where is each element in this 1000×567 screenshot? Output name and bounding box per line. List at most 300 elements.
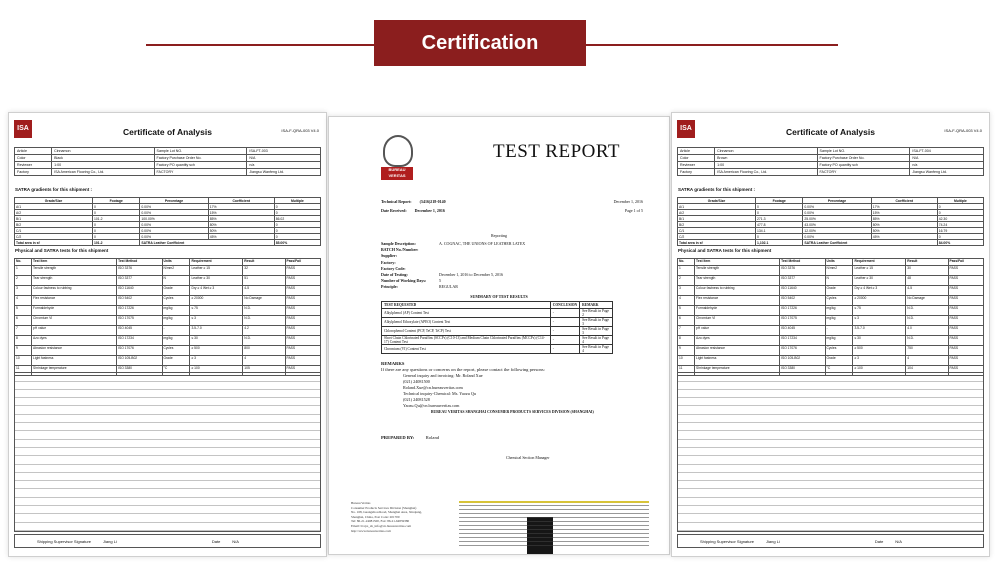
- column-header: REMARK: [580, 302, 613, 309]
- table-cell: Cycles: [825, 346, 853, 356]
- table-cell: N: [825, 276, 853, 286]
- issuer: BUREAU VERITAS SHANGHAI CONSUMER PRODUCTS SERVICES DIVISION (SHANGHAI): [431, 410, 594, 414]
- table-cell: 0: [756, 210, 803, 216]
- table-cell: 0: [274, 222, 320, 228]
- signature-row: [677, 534, 984, 548]
- sample-fields-labels: [381, 241, 426, 291]
- table-cell: 5: [15, 306, 32, 316]
- table-cell: No Damage: [906, 296, 948, 306]
- table-cell: Reviewer: [15, 162, 52, 169]
- table-cell: A/2: [15, 210, 93, 216]
- total-cell: SATRA Leather Coefficient: [140, 240, 274, 246]
- table-row: [15, 286, 321, 296]
- table-cell: N.D.: [243, 316, 285, 326]
- table-cell: ISO 5402: [117, 296, 162, 306]
- table-row: [678, 286, 984, 296]
- table-cell: Formaldehyde: [32, 306, 117, 316]
- table-cell: n/a: [910, 162, 984, 169]
- list-item: 5: [439, 278, 441, 284]
- table-cell: 0.00%: [140, 222, 208, 228]
- table-row: [15, 296, 321, 306]
- table-cell: ≤ 3: [190, 316, 243, 326]
- column-header: CONCLUSION: [550, 302, 579, 309]
- page-title-text: Certification: [421, 31, 539, 54]
- table-cell: Colour fastness to rubbing: [32, 286, 117, 296]
- table-cell: C/2: [15, 234, 93, 240]
- table-cell: PASS: [948, 286, 984, 296]
- sample-fields-values: [439, 241, 525, 291]
- column-header: TEST REQUESTED: [382, 302, 551, 309]
- contacts: [403, 373, 631, 409]
- table-cell: N/A: [910, 155, 984, 162]
- table-cell: PASS: [948, 356, 984, 366]
- list-item: Factory:: [381, 259, 396, 265]
- table-row: [382, 345, 613, 354]
- table-cell: N.D.: [906, 316, 948, 326]
- table-cell: ISO 3377: [117, 276, 162, 286]
- table-row: [382, 327, 613, 336]
- table-cell: B/1: [678, 216, 756, 222]
- table-cell: -: [550, 309, 579, 318]
- table-cell: 10: [678, 356, 695, 366]
- table-cell: N/A: [247, 155, 321, 162]
- table-cell: Cycles: [825, 296, 853, 306]
- table-cell: 32: [243, 266, 285, 276]
- table-cell: Chlorophenol Content (PCP, TeCP, TrCP) Test: [382, 327, 551, 336]
- table-cell: ISO 3380: [117, 366, 162, 376]
- isa-logo: ISA: [677, 120, 695, 138]
- table-cell: B/2: [15, 222, 93, 228]
- table-cell: PASS: [285, 266, 321, 276]
- list-item: Technical inquiry-Chemical: Ms. Yaozu Qu: [403, 391, 476, 396]
- table-cell: ISO 11640: [780, 286, 825, 296]
- column-header: Test Item: [695, 259, 780, 266]
- table-cell: ISO 17075: [117, 316, 162, 326]
- table-cell: 3.5-7.0: [190, 326, 243, 336]
- table-cell: Article: [15, 148, 52, 155]
- table-cell: mg/kg: [162, 316, 190, 326]
- table-cell: Colour fastness to rubbing: [695, 286, 780, 296]
- table-cell: PASS: [285, 316, 321, 326]
- tests-table: [677, 258, 984, 376]
- table-cell: See Result in Page 3: [580, 327, 613, 336]
- table-cell: Factory: [15, 169, 52, 176]
- table-cell: -: [550, 327, 579, 336]
- table-cell: Factory Purchase Order No.: [817, 155, 910, 162]
- column-header: Test Method: [117, 259, 162, 266]
- table-cell: ISA American Flooring Co., Ltd.: [52, 169, 154, 176]
- table-cell: 0: [274, 228, 320, 234]
- table-cell: 0: [756, 204, 803, 210]
- list-item: December 1, 2016 to December 5, 2016: [439, 272, 503, 278]
- table-cell: ≥ 100: [853, 366, 906, 376]
- table-cell: Black: [52, 155, 154, 162]
- table-cell: Reviewer: [678, 162, 715, 169]
- table-cell: Formaldehyde: [695, 306, 780, 316]
- table-cell: Tensile strength: [695, 266, 780, 276]
- column-header: Multiple: [274, 198, 320, 204]
- table-cell: 85%: [871, 216, 937, 222]
- table-cell: 4: [906, 356, 948, 366]
- page-number: Page 1 of 5: [624, 208, 643, 213]
- column-header: Pass/Fail: [948, 259, 984, 266]
- table-row: [678, 326, 984, 336]
- table-cell: 3: [678, 286, 695, 296]
- table-cell: 50%: [208, 228, 274, 234]
- table-cell: 15%: [208, 210, 274, 216]
- total-cell: 84.00%: [937, 240, 983, 246]
- table-cell: 0: [274, 234, 320, 240]
- report-title: TEST REPORT: [493, 141, 620, 162]
- table-cell: -: [550, 345, 579, 354]
- table-cell: Chromium VI: [32, 316, 117, 326]
- table-cell: 4: [678, 296, 695, 306]
- certificate-of-analysis-left[interactable]: [8, 112, 327, 557]
- table-cell: 4-5: [906, 286, 948, 296]
- remarks-title: REMARKS: [381, 361, 405, 366]
- table-cell: ISO 3376: [780, 266, 825, 276]
- signature-label: Shipping Supervisor Signature: [37, 538, 92, 544]
- table-cell: ISA American Flooring Co., Ltd.: [715, 169, 817, 176]
- coa-title: Certificate of Analysis: [786, 127, 875, 137]
- blank-lines: [14, 372, 321, 532]
- table-cell: °C: [825, 366, 853, 376]
- column-header: No.: [15, 259, 32, 266]
- gradation-table: [677, 197, 984, 246]
- tech-report: Technical Report: (5416)218-0140: [381, 199, 446, 204]
- table-cell: Flex resistance: [695, 296, 780, 306]
- table-row: [15, 316, 321, 326]
- table-cell: ≤ 30: [853, 336, 906, 346]
- table-cell: Factory Purchase Order No.: [154, 155, 247, 162]
- table-cell: -: [162, 326, 190, 336]
- gradation-title: SATRA gradients for this shipment :: [15, 187, 93, 192]
- form-number: ISA-F-QRA-003 V4.0: [944, 128, 982, 133]
- table-cell: ISO 17234: [780, 336, 825, 346]
- table-cell: Leather ≥ 30: [853, 276, 906, 286]
- signature-row: [14, 534, 321, 548]
- table-cell: Abrasion resistance: [695, 346, 780, 356]
- table-cell: See Result in Page 4: [580, 345, 613, 354]
- table-cell: Factory: [678, 169, 715, 176]
- table-cell: 1:00: [52, 162, 154, 169]
- table-cell: Cycles: [162, 346, 190, 356]
- table-cell: 17%: [871, 204, 937, 210]
- column-header: Result: [906, 259, 948, 266]
- table-row: [678, 316, 984, 326]
- table-cell: pH value: [695, 326, 780, 336]
- column-header: Coefficient: [871, 198, 937, 204]
- table-cell: B/2: [678, 222, 756, 228]
- table-row: [15, 356, 321, 366]
- table-cell: Factory PO quantity sch: [817, 162, 910, 169]
- remarks-text: If there are any questions or concerns on the report, please contact the following persons:: [381, 367, 545, 372]
- table-cell: -: [550, 318, 579, 327]
- table-cell: 9: [678, 346, 695, 356]
- list-item: (021) 24081500: [403, 379, 430, 384]
- table-cell: PASS: [948, 296, 984, 306]
- table-cell: 11: [678, 366, 695, 376]
- table-cell: ≥ 3: [190, 356, 243, 366]
- table-cell: N: [162, 276, 190, 286]
- table-cell: PASS: [285, 276, 321, 286]
- column-header: Requirement: [853, 259, 906, 266]
- column-header: Requirement: [190, 259, 243, 266]
- table-row: [678, 356, 984, 366]
- table-cell: 25.00%: [803, 216, 871, 222]
- table-cell: °C: [162, 366, 190, 376]
- bureau-veritas-logo: BUREAU VERITAS: [381, 167, 413, 180]
- table-cell: 477.8: [756, 222, 803, 228]
- table-cell: ≥ 500: [190, 346, 243, 356]
- table-cell: PASS: [285, 346, 321, 356]
- table-cell: 17%: [208, 204, 274, 210]
- remarks: [381, 361, 631, 461]
- column-header: Footage: [756, 198, 803, 204]
- table-cell: 12.00%: [803, 228, 871, 234]
- table-cell: ISO 17226: [117, 306, 162, 316]
- table-cell: 0.00%: [803, 234, 871, 240]
- table-cell: PASS: [948, 316, 984, 326]
- table-cell: Leather ≥ 15: [190, 266, 243, 276]
- table-cell: Abrasion resistance: [32, 346, 117, 356]
- table-cell: Grade: [162, 286, 190, 296]
- table-cell: ISO 5402: [780, 296, 825, 306]
- table-cell: 105: [243, 366, 285, 376]
- table-cell: No Damage: [243, 296, 285, 306]
- table-cell: Chromium (VI) Content Test: [382, 345, 551, 354]
- table-cell: 80%: [871, 222, 937, 228]
- list-item: Date of Testing:: [381, 272, 408, 278]
- list-item: Principle:: [381, 284, 398, 290]
- table-cell: 15%: [871, 210, 937, 216]
- table-cell: Grade: [162, 356, 190, 366]
- date-value: N/A: [895, 538, 902, 544]
- table-cell: Jiangsu Wanfeng Ltd.: [247, 169, 321, 176]
- table-cell: ≤ 75: [190, 306, 243, 316]
- list-item: Number of Working Days:: [381, 278, 427, 284]
- list-item: Factory Code:: [381, 265, 406, 271]
- table-cell: PASS: [948, 366, 984, 376]
- table-cell: 0: [937, 204, 983, 210]
- table-cell: 1:00: [715, 162, 817, 169]
- table-cell: ISO 4045: [117, 326, 162, 336]
- blank-lines: [677, 372, 984, 532]
- table-cell: Cycles: [162, 296, 190, 306]
- isa-logo: ISA: [14, 120, 32, 138]
- table-cell: Dry ≥ 4 Wet ≥ 3: [853, 286, 906, 296]
- table-cell: ISO 105-B02: [780, 356, 825, 366]
- table-cell: N.D.: [906, 336, 948, 346]
- table-cell: 8: [678, 336, 695, 346]
- table-cell: 4: [243, 356, 285, 366]
- column-header: Result: [243, 259, 285, 266]
- table-cell: PASS: [948, 346, 984, 356]
- column-header: Units: [162, 259, 190, 266]
- table-cell: ISA-FT-003: [247, 148, 321, 155]
- list-item: Roland.Xue@cn.bureauveritas.com: [403, 385, 463, 390]
- header-line-right: [586, 44, 838, 46]
- signer-title: Chemical Section Manager: [506, 455, 550, 460]
- table-cell: ≥ 20000: [190, 296, 243, 306]
- table-cell: 0.00%: [140, 228, 208, 234]
- column-header: Test Method: [780, 259, 825, 266]
- signature-value: Jiang Li: [103, 538, 117, 544]
- table-cell: PASS: [285, 356, 321, 366]
- table-cell: 4.0: [906, 326, 948, 336]
- table-cell: PASS: [285, 366, 321, 376]
- table-cell: 104: [906, 366, 948, 376]
- table-cell: Tear strength: [32, 276, 117, 286]
- table-cell: 6: [15, 316, 32, 326]
- coa-title: Certificate of Analysis: [123, 127, 212, 137]
- table-cell: 750: [906, 346, 948, 356]
- table-cell: PASS: [948, 336, 984, 346]
- table-row: [678, 346, 984, 356]
- table-cell: ≥ 3: [853, 356, 906, 366]
- table-cell: PASS: [948, 276, 984, 286]
- table-cell: Flex resistance: [32, 296, 117, 306]
- date-value: N/A: [232, 538, 239, 544]
- table-cell: 30: [906, 266, 948, 276]
- table-cell: 100.00%: [140, 216, 208, 222]
- table-cell: PASS: [948, 266, 984, 276]
- table-cell: Grade: [825, 356, 853, 366]
- table-cell: See Result in Page 3: [580, 318, 613, 327]
- tests-title: Physical and SATRA tests for this shipment: [15, 248, 109, 253]
- footer-address: Bureau Veritas Consumer Products Services Division (Shanghai) No. 168, Guangzhou Road, Shanghai Area, Xinqiang, Shanghai, China, Post Code: 201700 Tel: 86-21-24081500, Fax: 86-21-64859380 Email: bvcps_sh_info@cn.bureauveritas.com http://www.bureauveritas.com: [351, 501, 422, 533]
- table-cell: 0: [937, 234, 983, 240]
- gradation-table: [14, 197, 321, 246]
- table-cell: Chromium VI: [695, 316, 780, 326]
- table-cell: PASS: [285, 336, 321, 346]
- table-row: [15, 346, 321, 356]
- table-cell: Alkylphenol Ethoxylate (APEO) Content Test: [382, 318, 551, 327]
- table-cell: 51: [243, 276, 285, 286]
- total-cell: SATRA Leather Coefficient: [803, 240, 937, 246]
- table-cell: 0: [93, 204, 140, 210]
- table-cell: ≥ 20000: [853, 296, 906, 306]
- column-header: Percentage: [803, 198, 871, 204]
- table-cell: ≥ 500: [853, 346, 906, 356]
- table-row: [15, 266, 321, 276]
- table-cell: ISO 17226: [780, 306, 825, 316]
- table-cell: 0: [756, 234, 803, 240]
- table-row: [678, 336, 984, 346]
- table-cell: 0: [93, 228, 140, 234]
- table-row: [678, 162, 984, 169]
- list-item: Supplier:: [381, 253, 398, 259]
- table-cell: -: [550, 336, 579, 345]
- table-cell: 0: [274, 204, 320, 210]
- table-cell: 0: [93, 234, 140, 240]
- table-cell: ISO 17075: [780, 316, 825, 326]
- list-item: General inquiry and invoicing: Mr. Roland Xue: [403, 373, 483, 378]
- table-cell: See Result in Page 2: [580, 309, 613, 318]
- table-row: [15, 336, 321, 346]
- table-cell: 3: [15, 286, 32, 296]
- form-number: ISA-F-QRA-003 V4.0: [281, 128, 319, 133]
- page-title: [374, 20, 586, 66]
- test-report[interactable]: [328, 116, 670, 555]
- table-cell: A/2: [678, 210, 756, 216]
- table-cell: Leather ≥ 30: [190, 276, 243, 286]
- column-header: No.: [678, 259, 695, 266]
- summary-title: SUMMARY OF TEST RESULTS: [470, 294, 528, 299]
- table-cell: 4: [15, 296, 32, 306]
- table-cell: N/mm2: [825, 266, 853, 276]
- total-cell: 1,102.1: [756, 240, 803, 246]
- table-cell: 0: [937, 210, 983, 216]
- table-cell: Light fastness: [32, 356, 117, 366]
- footer-highlight: [459, 501, 649, 503]
- table-cell: ≥ 100: [190, 366, 243, 376]
- table-cell: Azo dyes: [695, 336, 780, 346]
- table-cell: Cinnamon: [715, 148, 817, 155]
- table-cell: Sample Lot NO.: [817, 148, 910, 155]
- table-cell: N/mm2: [162, 266, 190, 276]
- list-item: (021) 24081528: [403, 397, 430, 402]
- table-row: [15, 306, 321, 316]
- table-cell: Short Chain Chlorinated Paraffins (SCCPs) (C10-13) and Medium Chain Chlorinated Paraffins (MCCPs) (C14-17) Content Test: [382, 336, 551, 345]
- table-cell: 8: [15, 336, 32, 346]
- certificate-of-analysis-right[interactable]: [671, 112, 990, 557]
- table-cell: ISO 3377: [780, 276, 825, 286]
- table-cell: PASS: [948, 306, 984, 316]
- table-row: [15, 326, 321, 336]
- table-row: [382, 336, 613, 345]
- table-cell: 2: [678, 276, 695, 286]
- table-cell: 1: [678, 266, 695, 276]
- table-row: [678, 148, 984, 155]
- table-cell: Sample Lot NO.: [154, 148, 247, 155]
- bureau-veritas-seal-icon: [383, 135, 413, 167]
- date-label: Date: [874, 538, 884, 544]
- table-cell: Alkylphenol (AP) Content Test: [382, 309, 551, 318]
- table-row: [678, 296, 984, 306]
- table-row: [382, 309, 613, 318]
- table-cell: 48: [906, 276, 948, 286]
- table-cell: 0: [93, 222, 140, 228]
- table-cell: 6: [678, 316, 695, 326]
- table-cell: ISO 105-B02: [117, 356, 162, 366]
- column-header: Grade/Size: [15, 198, 93, 204]
- table-cell: N.D.: [243, 336, 285, 346]
- table-cell: PASS: [285, 286, 321, 296]
- table-cell: Brown: [715, 155, 817, 162]
- table-cell: 271.3: [756, 216, 803, 222]
- table-cell: PASS: [285, 296, 321, 306]
- table-cell: N.D.: [906, 306, 948, 316]
- table-row: [678, 266, 984, 276]
- table-cell: C/1: [678, 228, 756, 234]
- table-cell: 134.1: [756, 228, 803, 234]
- table-cell: Grade: [825, 286, 853, 296]
- table-cell: 7: [15, 326, 32, 336]
- table-cell: Color: [678, 155, 715, 162]
- column-header: Pass/Fail: [285, 259, 321, 266]
- table-cell: Shrinkage temperature: [32, 366, 117, 376]
- table-cell: 0.00%: [140, 234, 208, 240]
- table-cell: 0.00%: [803, 210, 871, 216]
- list-item: A. COGNAC, THE UNIONS OF LEATHER LATEX: [439, 241, 526, 246]
- table-cell: 10: [15, 356, 32, 366]
- table-cell: 42.30: [937, 216, 983, 222]
- table-cell: 5: [678, 306, 695, 316]
- column-header: Coefficient: [208, 198, 274, 204]
- table-cell: FACTORY: [817, 169, 910, 176]
- table-cell: Light fastness: [695, 356, 780, 366]
